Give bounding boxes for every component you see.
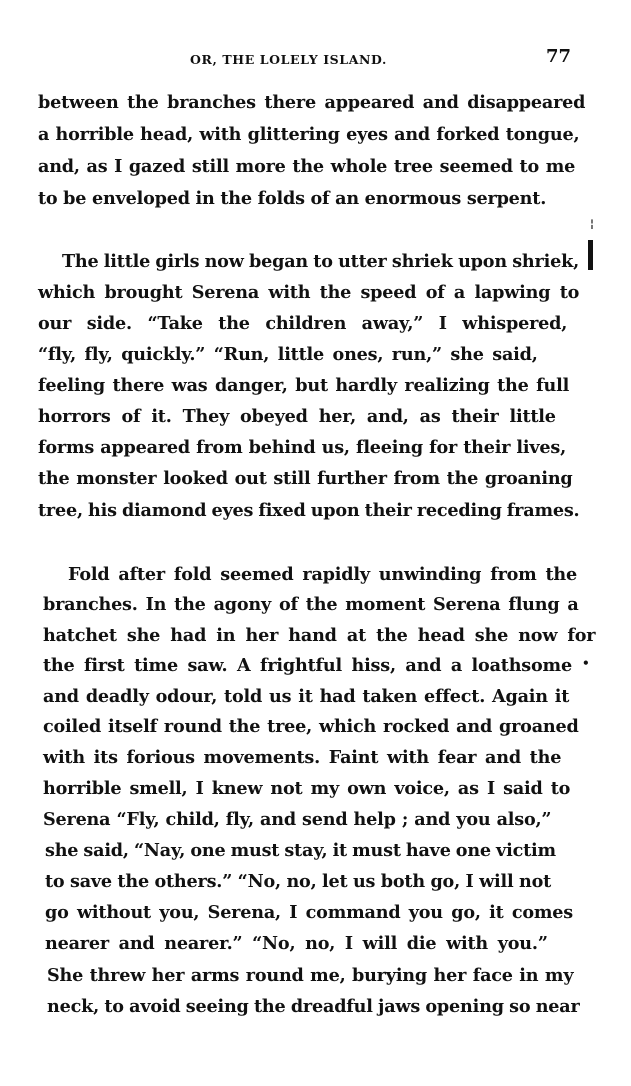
text-line: horrible smell, I knew not my own voice, as I said to [43, 778, 571, 799]
text-line: and, as I gazed still more the whole tree seemed to me [38, 156, 576, 177]
text-line: to save the others.” “No, no, let us both go, I will not [45, 871, 552, 892]
text-line: tree, his diamond eyes fixed upon their receding frames. [38, 500, 580, 521]
margin-mark: • [582, 656, 590, 670]
text-line: nearer and nearer.” “No, no, I will die with you.” [45, 933, 548, 954]
text-line: feeling there was danger, but hardly realizing the full [38, 375, 570, 396]
text-line: branches. In the agony of the moment Serena flung a [43, 594, 579, 615]
text-line: between the branches there appeared and disappeared [38, 92, 586, 113]
margin-mark: ¦ [590, 217, 595, 230]
text-line: go without you, Serena, I command you go, it comes [45, 902, 574, 923]
text-line: the monster looked out still further from the groaning [38, 468, 573, 489]
text-line: hatchet she had in her hand at the head she now for [43, 625, 596, 646]
text-line: “fly, fly, quickly.” “Run, little ones, run,” she said, [38, 344, 538, 365]
text-line: The little girls now began to utter shriek upon shriek, [62, 251, 579, 272]
text-line: a horrible head, with glittering eyes and forked tongue, [38, 124, 580, 145]
text-line: Fold after fold seemed rapidly unwinding from the [68, 564, 578, 585]
page-number: 77 [546, 46, 572, 67]
text-line: Serena “Fly, child, fly, and send help ; and you also,” [43, 809, 552, 830]
text-line: forms appeared from behind us, fleeing for their lives, [38, 437, 566, 458]
text-line: neck, to avoid seeing the dreadful jaws opening so near [47, 996, 580, 1017]
margin-mark [588, 240, 593, 270]
text-line: and deadly odour, told us it had taken effect. Again it [43, 686, 570, 707]
text-line: the first time saw. A frightful hiss, and a loathsome [43, 655, 572, 676]
text-line: She threw her arms round me, burying her face in my [47, 965, 574, 986]
text-line: to be enveloped in the folds of an enormous serpent. [38, 188, 547, 209]
text-line: she said, “Nay, one must stay, it must have one victim [45, 840, 556, 861]
text-line: coiled itself round the tree, which rocked and groaned [43, 716, 579, 737]
text-line: horrors of it. They obeyed her, and, as their little [38, 406, 556, 427]
text-line: which brought Serena with the speed of a lapwing to [38, 282, 580, 303]
text-line: our side. “Take the children away,” I whispered, [38, 313, 568, 334]
running-title: OR, THE LOLELY ISLAND. [190, 52, 387, 67]
text-line: with its forious movements. Faint with fear and the [43, 747, 562, 768]
